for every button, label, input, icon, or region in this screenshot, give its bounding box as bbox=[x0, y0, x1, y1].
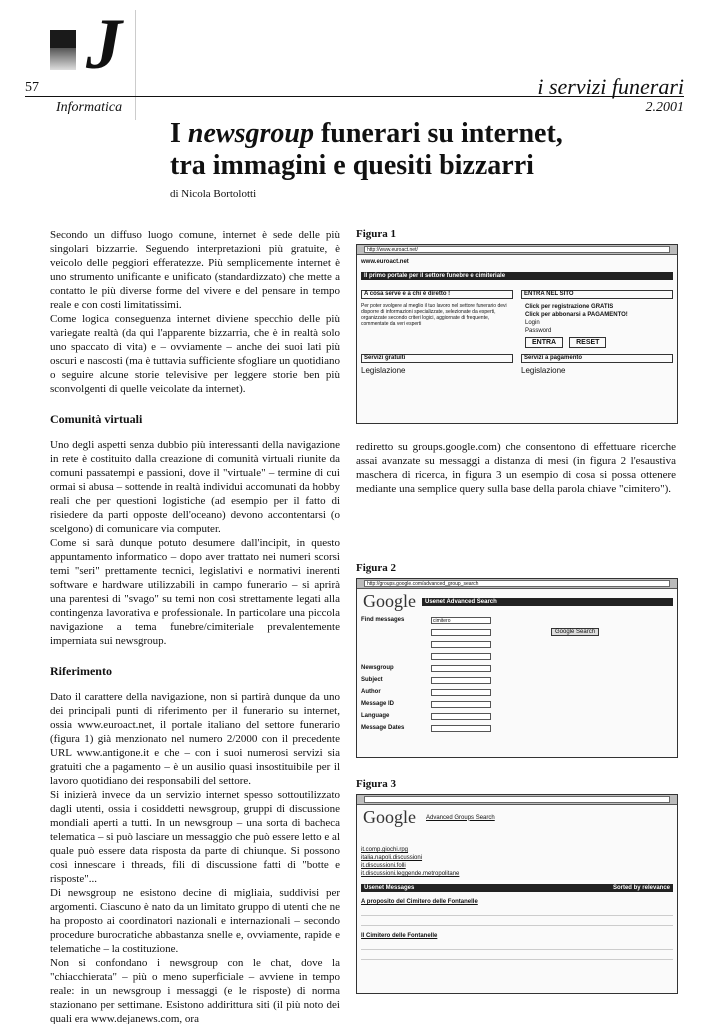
figure-3-label: Figura 3 bbox=[356, 778, 397, 790]
fig1-text3: Click per abbonarsi a PAGAMENTO! bbox=[525, 312, 628, 318]
fig1-leg2: Legislazione bbox=[521, 366, 566, 375]
fig2-row bbox=[357, 710, 677, 722]
fig2-row bbox=[357, 638, 677, 650]
fig1-box3: Servizi gratuiti bbox=[361, 354, 513, 363]
fig3-logo: Google bbox=[363, 807, 416, 827]
figure-3-screenshot bbox=[356, 794, 678, 994]
magazine-logo bbox=[50, 4, 122, 84]
fig1-login: Login bbox=[525, 320, 540, 326]
fig1-leg1: Legislazione bbox=[361, 366, 406, 375]
fig3-result-2-snippet2 bbox=[361, 952, 673, 960]
fig1-entra-button: ENTRA bbox=[525, 337, 563, 348]
figure-2-screenshot bbox=[356, 578, 678, 758]
fig3-group-link[interactable]: it.discussioni.leggende.metropolitane bbox=[361, 871, 460, 877]
fig3-result-2-snippet bbox=[361, 942, 673, 950]
fig2-row-label: Message Dates bbox=[361, 725, 405, 731]
fig2-row-label: Message ID bbox=[361, 701, 395, 707]
fig2-logo: Google bbox=[363, 591, 416, 611]
title-line2: tra immagini e quesiti bizzarri bbox=[170, 150, 534, 181]
figure-1-label: Figura 1 bbox=[356, 228, 397, 240]
fig2-header bbox=[357, 589, 677, 614]
fig1-reg bbox=[521, 303, 677, 350]
fig2-title: Usenet Advanced Search bbox=[422, 598, 673, 606]
fig3-sorted: Sorted by relevance bbox=[612, 885, 670, 891]
fig2-row bbox=[357, 722, 677, 734]
fig2-row-input[interactable] bbox=[431, 641, 491, 648]
fig1-password: Password bbox=[525, 328, 552, 334]
fig2-url: http://groups.google.com/advanced_group_search bbox=[364, 580, 670, 587]
comunita-paragraph-1: Uno degli aspetti senza dubbio più interessanti della navigazione in rete è costituito dalla creazione di comunità virtuali riunite da comuni passatempi e passioni, dove il "virtuale" – termine di cui ormai si abusa – sottende in realtà individui accomunati da hobby reali che per questioni logistiche (ad esempio per il fatto di risiedere da parti opposte dell'oceano) devono accontentarsi (o scelgono) di comunicare via computer. bbox=[50, 439, 340, 535]
comunita-paragraph-2: Come si sarà dunque potuto desumere dall'incipit, in questo appuntamento informatico – dopo aver trattato nei numeri scorsi temi "seri" prettamente tecnici, legislativi e normativi inerenti software e hardware utilizzabili in campo funerario – si aprirà una parentesi di "svago" su temi non così strettamente legati alla contingenza lavorativa e professionale. In particolare una piccola navigazione a tema funebre/cimiteriale prevalentemente imperniata sui newsgroup. bbox=[50, 537, 340, 647]
fig2-row bbox=[357, 698, 677, 710]
byline: di Nicola Bortolotti bbox=[170, 188, 257, 200]
issue-number: 2.2001 bbox=[645, 100, 684, 115]
heading-riferimento: Riferimento bbox=[50, 664, 112, 678]
fig2-row bbox=[357, 650, 677, 662]
fig3-result-1[interactable]: A proposito del Cimitero delle Fontanelle bbox=[361, 899, 478, 905]
fig3-title: Advanced Groups Search bbox=[426, 814, 495, 821]
riferimento-paragraph-4: Non si confondano i newsgroup con le chat, dove la "chiacchierata" – più o meno superficiale – avviene in tempo reale: in un newsgroup i messaggi (e le risposte) di norma stazionano per settimane. Esistono addirittura siti (il più noto dei quali era www.dejanews.com, ora bbox=[50, 957, 340, 1024]
fig2-row bbox=[357, 614, 677, 626]
fig1-buttons bbox=[521, 335, 677, 350]
fig2-form bbox=[357, 614, 677, 734]
fig2-row-input[interactable] bbox=[431, 653, 491, 660]
magazine-brand: i servizi funerari bbox=[537, 74, 684, 99]
fig3-result-2[interactable]: Il Cimitero delle Fontanelle bbox=[361, 933, 438, 939]
fig1-boxes-row1 bbox=[357, 286, 677, 303]
fig2-row-label: Author bbox=[361, 689, 381, 695]
fig1-reset-button: RESET bbox=[569, 337, 606, 348]
riferimento-paragraph-2: Si inizierà invece da un servizio internet spesso sottoutilizzato dagli utenti, ossia i cosiddetti newsgroup, gruppi di discussione mondiali aperti a tutti. In un newsgroup – una sorta di bacheca telematica – si può lasciare un messaggio che può essere letto e al quale può essere data risposta da parte di chiunque. Si possono così innescare i threads, fili di discussione fatti di "botte e risposte"... bbox=[50, 789, 340, 885]
title-line1-em: newsgroup bbox=[187, 118, 314, 149]
fig3-header bbox=[357, 805, 677, 830]
fig2-row-label: Newsgroup bbox=[361, 665, 394, 671]
fig2-row bbox=[357, 662, 677, 674]
page-number: 57 bbox=[25, 80, 39, 95]
figure-1-screenshot bbox=[356, 244, 678, 424]
section-name: Informatica bbox=[56, 100, 123, 115]
fig3-result-1-snippet bbox=[361, 908, 673, 916]
heading-comunita: Comunità virtuali bbox=[50, 412, 143, 426]
fig3-group-link[interactable]: it.comp.giochi.rpg bbox=[361, 847, 409, 853]
fig1-site: www.euroact.net bbox=[361, 259, 409, 265]
fig3-result-1-snippet2 bbox=[361, 918, 673, 926]
fig1-text1: Per poter svolgere al meglio il tuo lavoro nel settore funerario devi disporre di informazioni specializzate, selezionate da esperti, organizzate secondo criteri logici, aggiornate di frequente, commentate da veri esperti bbox=[361, 303, 507, 327]
fig2-row-label: Find messages bbox=[361, 617, 405, 623]
fig2-search-button[interactable]: Google Search bbox=[551, 628, 599, 636]
figure-2-label: Figura 2 bbox=[356, 562, 397, 574]
fig3-group-link[interactable]: it.discussioni.folli bbox=[361, 863, 406, 869]
fig2-row-input[interactable] bbox=[431, 701, 491, 708]
fig2-row-input[interactable] bbox=[431, 629, 491, 636]
browser-url: http://www.euroact.net/ bbox=[364, 246, 670, 253]
fig2-row-input[interactable] bbox=[431, 689, 491, 696]
fig3-browser-bar bbox=[357, 795, 677, 805]
fig3-results-header: Usenet Messages bbox=[364, 885, 415, 891]
fig1-box2: ENTRA NEL SITO bbox=[521, 290, 673, 299]
fig1-boxes-row2 bbox=[357, 350, 677, 367]
fig2-row-label: Language bbox=[361, 713, 390, 719]
riferimento-paragraph-3: Di newsgroup ne esistono decine di migliaia, suddivisi per argomenti. Ciascuno è nato da un limitato gruppo di utenti che ne ha proposto ai coordinatori nazionali e internazionali – secondo procedure burocratiche abbastanza snelle e, ovviamente, rapide e telematiche – la costituzione. bbox=[50, 887, 340, 955]
fig2-browser-bar bbox=[357, 579, 677, 589]
browser-bar bbox=[357, 245, 677, 255]
right-paragraph-1: rediretto su groups.google.com) che consentono di effettuare ricerche assai avanzate su messaggi a distanza di mesi (in figura 2 l'esaustiva maschera di ricerca, in figura 3 un esempio di cosa si possa ottenere mediante una semplice query sulla base della parola chiave "cimitero"). bbox=[356, 441, 676, 495]
right-column-text bbox=[356, 440, 676, 496]
fig1-text2: Click per registrazione GRATIS bbox=[525, 304, 614, 310]
fig1-box1: A cosa serve e a chi è diretto ! bbox=[361, 290, 513, 299]
fig2-row-input[interactable] bbox=[431, 725, 491, 732]
fig3-results-bar bbox=[361, 884, 673, 892]
title-line1-post: funerari su internet, bbox=[313, 118, 563, 149]
fig2-row bbox=[357, 626, 677, 638]
fig2-row-input[interactable] bbox=[431, 677, 491, 684]
article-title bbox=[170, 118, 690, 182]
fig3-group-link[interactable]: italia.napoli.discussioni bbox=[361, 855, 423, 861]
fig1-box4: Servizi a pagamento bbox=[521, 354, 673, 363]
fig2-row-input[interactable]: cimitero bbox=[431, 617, 491, 624]
logo-letter: J bbox=[86, 4, 122, 84]
fig2-row-label: Subject bbox=[361, 677, 383, 683]
fig3-url bbox=[364, 796, 670, 803]
logo-square-fade bbox=[50, 48, 76, 70]
fig1-leg-row bbox=[357, 367, 677, 375]
fig1-info-row bbox=[357, 303, 677, 350]
fig3-groups bbox=[357, 846, 677, 878]
intro-paragraph-2: Come logica conseguenza internet diviene specchio delle più variegate realtà (da qui l'apparente bizzarria, che è in realtà solo uno spaccato di vita) e – ovviamente – anche dei suoi lati più oscuri e nascosti (ma è tuttavia sufficiente sfogliare un quotidiano o seguire alcune storie televisive per leggere storie ben più sconvolgenti di quelle veicolate da internet). bbox=[50, 313, 340, 395]
fig2-row-input[interactable] bbox=[431, 665, 491, 672]
fig2-row-input[interactable] bbox=[431, 713, 491, 720]
intro-paragraph-1: Secondo un diffuso luogo comune, internet è sede delle più singolari bizzarrie. Seguendo interpretazioni più gratuite, è veicolo delle peggiori efferatezze. Più semplicemente internet è uno strumento unificante e unificato (standardizzato) che mette a contatto le più diverse forme del vivere e del pensare in tempo reale e con costi limitatissimi. bbox=[50, 229, 340, 311]
left-column bbox=[50, 228, 340, 1024]
fig2-row bbox=[357, 674, 677, 686]
fig1-banner: Il primo portale per il settore funebre e cimiteriale bbox=[361, 272, 673, 280]
logo-divider bbox=[135, 10, 136, 120]
title-line1-pre: I bbox=[170, 118, 188, 149]
riferimento-paragraph-1: Dato il carattere della navigazione, non si partirà dunque da uno dei principali punti di riferimento per il funerario su internet, ossia www.euroact.net, il portale italiano del settore funerario (figura 1) già menzionato nel numero 2/2000 con il precedente URL www.antigone.it e che – con i suoi numerosi servizi sia gratuiti che a pagamento – è un ausilio quasi insostituibile per il lavoro quotidiano dei responsabili del settore. bbox=[50, 691, 340, 787]
fig2-row bbox=[357, 686, 677, 698]
